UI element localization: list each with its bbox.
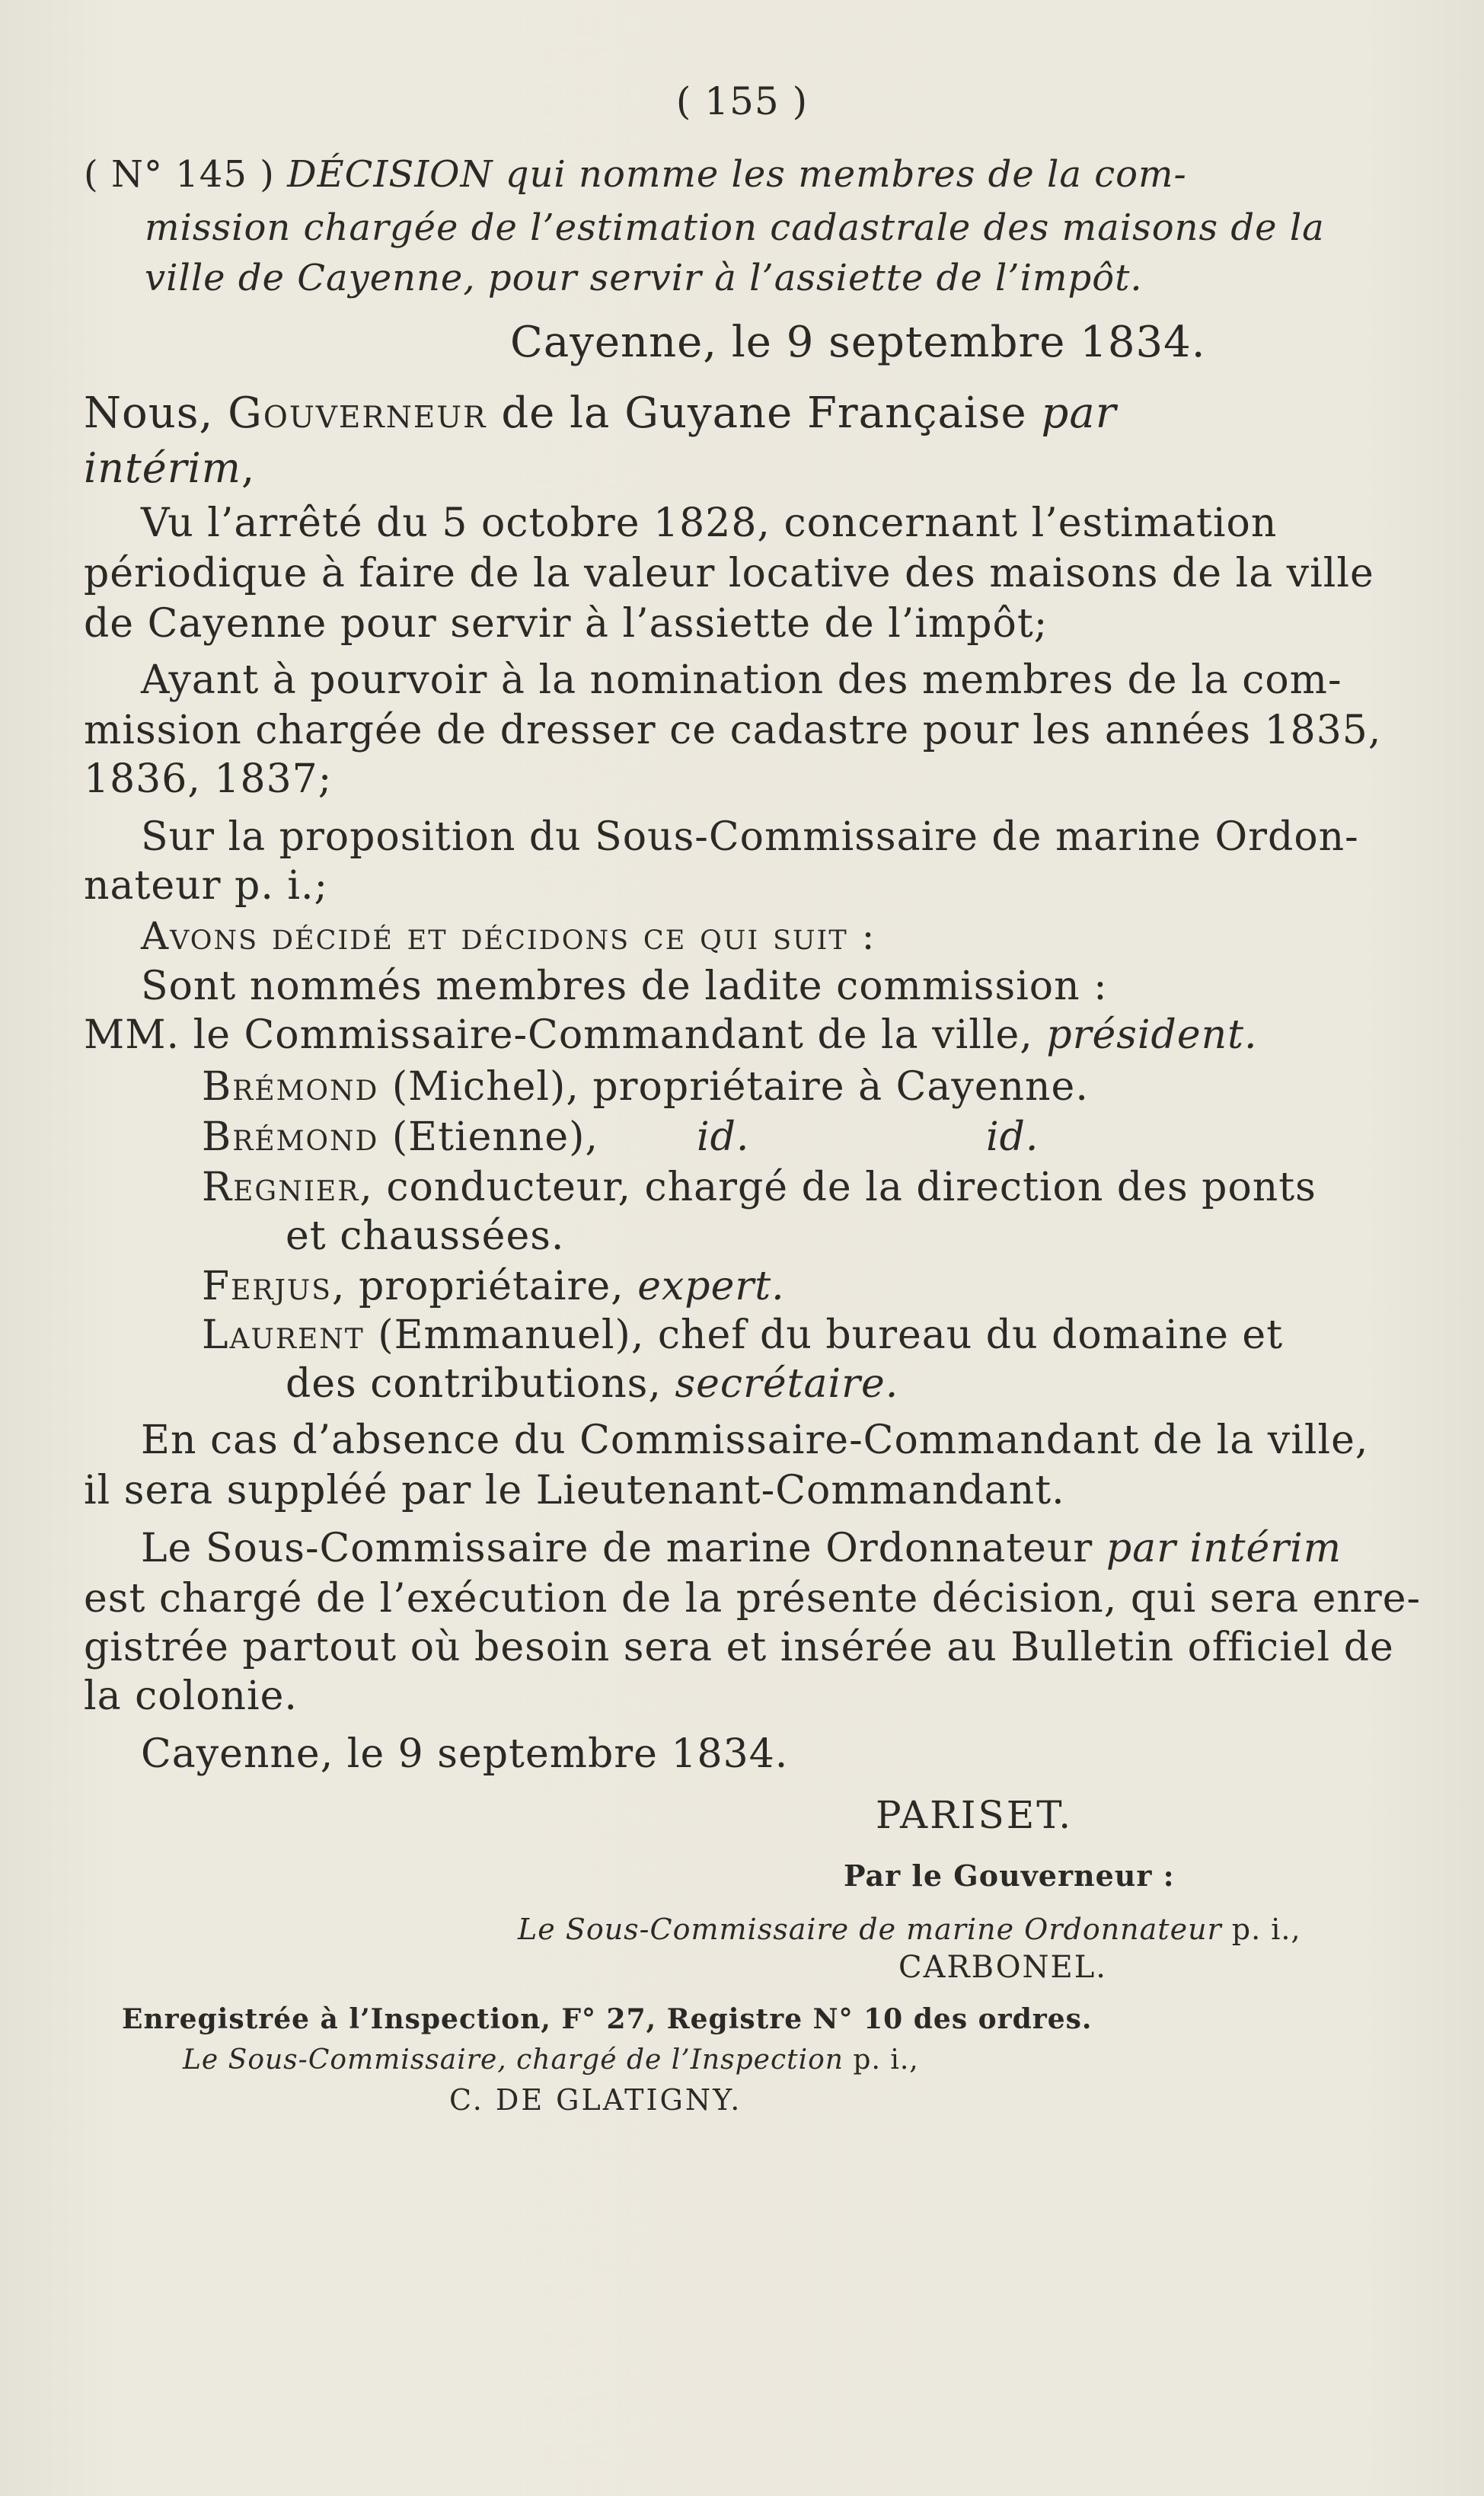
text-fragment: Nous, xyxy=(84,388,228,438)
vu-line-2: périodique à faire de la valeur locative des maisons de la ville xyxy=(84,551,1374,596)
text-fragment: , xyxy=(241,444,256,492)
page-number: ( 155 ) xyxy=(675,79,809,123)
text-fragment: de la Guyane Française xyxy=(487,388,1042,438)
execution-line-2: est chargé de l’exécution de la présente décision, qui sera enre- xyxy=(84,1576,1422,1622)
text-fragment: p. i., xyxy=(1221,1913,1301,1946)
text-fragment: Le Sous-Commissaire de marine Ordonnateur xyxy=(141,1526,1106,1571)
dateline: Cayenne, le 9 septembre 1834. xyxy=(510,318,1206,367)
text-fragment: le Commissaire-Commandant de la ville, xyxy=(193,1012,1047,1058)
text-fragment: intérim xyxy=(84,444,241,492)
text-fragment: par xyxy=(1041,388,1117,438)
member-id-1: id. xyxy=(697,1114,750,1160)
text-fragment: (Emmanuel), chef du bureau du domaine et xyxy=(364,1312,1284,1358)
execution-line-3: gistrée partout où besoin sera et insérée au Bulletin officiel de xyxy=(84,1625,1394,1670)
avons-decide: Avons décidé et décidons ce qui suit : xyxy=(141,914,876,958)
mm-label: MM. xyxy=(84,1012,180,1058)
execution-line-1 xyxy=(141,1523,1342,1574)
execution-line-4: la colonie. xyxy=(84,1673,298,1719)
member-name: Brémond xyxy=(202,1064,379,1110)
member-laurent xyxy=(202,1310,1332,1360)
member-regnier xyxy=(202,1162,1332,1213)
role-president: président. xyxy=(1046,1012,1258,1058)
signature-pariset: PARISET. xyxy=(876,1793,1074,1837)
text-fragment: (Etienne), xyxy=(378,1114,598,1160)
text-fragment: par intérim xyxy=(1106,1526,1342,1571)
text-fragment: , conducteur, chargé de la direction des ponts xyxy=(359,1165,1316,1210)
decision-title-line-3: ville de Cayenne, pour servir à l’assiette de l’impôt. xyxy=(145,257,1143,299)
member-regnier-line-2: et chaussées. xyxy=(286,1213,565,1259)
sont-nommes: Sont nommés membres de ladite commission : xyxy=(141,964,1108,1009)
text-fragment: Le Sous-Commissaire, chargé de l’Inspection xyxy=(183,2044,844,2076)
vu-line-3: de Cayenne pour servir à l’assiette de l’impôt; xyxy=(84,601,1048,647)
decision-title-line-2: mission chargée de l’estimation cadastrale des maisons de la xyxy=(145,206,1325,249)
enregistree-line: Enregistrée à l’Inspection, F° 27, Registre N° 10 des ordres. xyxy=(122,2003,1093,2035)
preamble-line-1 xyxy=(84,388,1332,439)
preamble-line-2 xyxy=(84,443,1332,494)
signature-glatigny: C. DE GLATIGNY. xyxy=(449,2083,742,2117)
decision-title-line-1 xyxy=(84,149,1332,200)
member-president xyxy=(84,1010,1332,1060)
member-ferjus xyxy=(202,1261,1332,1312)
role-expert: expert. xyxy=(637,1264,785,1309)
par-le-gouverneur: Par le Gouverneur : xyxy=(844,1858,1175,1893)
member-name: Ferjus xyxy=(202,1264,332,1309)
role-secretaire: secrétaire. xyxy=(675,1361,899,1407)
member-bremond-michel xyxy=(202,1062,1332,1112)
member-laurent-line-2 xyxy=(286,1359,1332,1409)
ayant-line-1: Ayant à pourvoir à la nomination des membres de la com- xyxy=(141,657,1342,703)
text-fragment: (Michel), propriétaire à Cayenne. xyxy=(378,1064,1089,1110)
decision-number: ( N° 145 ) xyxy=(84,153,275,196)
member-name: Brémond xyxy=(202,1114,379,1160)
signature-carbonel: CARBONEL. xyxy=(898,1950,1108,1985)
ayant-line-3: 1836, 1837; xyxy=(84,756,333,802)
title-gouverneur: Gouverneur xyxy=(228,388,487,438)
absence-line-1: En cas d’absence du Commissaire-Commandant de la ville, xyxy=(141,1417,1369,1463)
vu-line-1: Vu l’arrêté du 5 octobre 1828, concernant l’estimation xyxy=(141,500,1278,546)
text-fragment: p. i., xyxy=(843,2044,919,2076)
member-name: Regnier xyxy=(202,1165,360,1210)
text-fragment: , propriétaire, xyxy=(331,1264,638,1309)
text-fragment: des contributions, xyxy=(286,1361,675,1407)
ayant-line-2: mission chargée de dresser ce cadastre pour les années 1835, xyxy=(84,708,1382,753)
decision-title-text: qui nomme les membres de la com- xyxy=(505,153,1187,196)
member-name: Laurent xyxy=(202,1312,365,1358)
text-fragment: Le Sous-Commissaire de marine Ordonnateur xyxy=(518,1913,1222,1946)
decision-keyword: DÉCISION xyxy=(287,153,493,196)
sur-line-2: nateur p. i.; xyxy=(84,863,329,909)
sur-line-1: Sur la proposition du Sous-Commissaire de marine Ordon- xyxy=(141,814,1359,860)
closing-date: Cayenne, le 9 septembre 1834. xyxy=(141,1731,789,1777)
absence-line-2: il sera suppléé par le Lieutenant-Commandant. xyxy=(84,1468,1065,1513)
member-id-2: id. xyxy=(986,1114,1039,1160)
